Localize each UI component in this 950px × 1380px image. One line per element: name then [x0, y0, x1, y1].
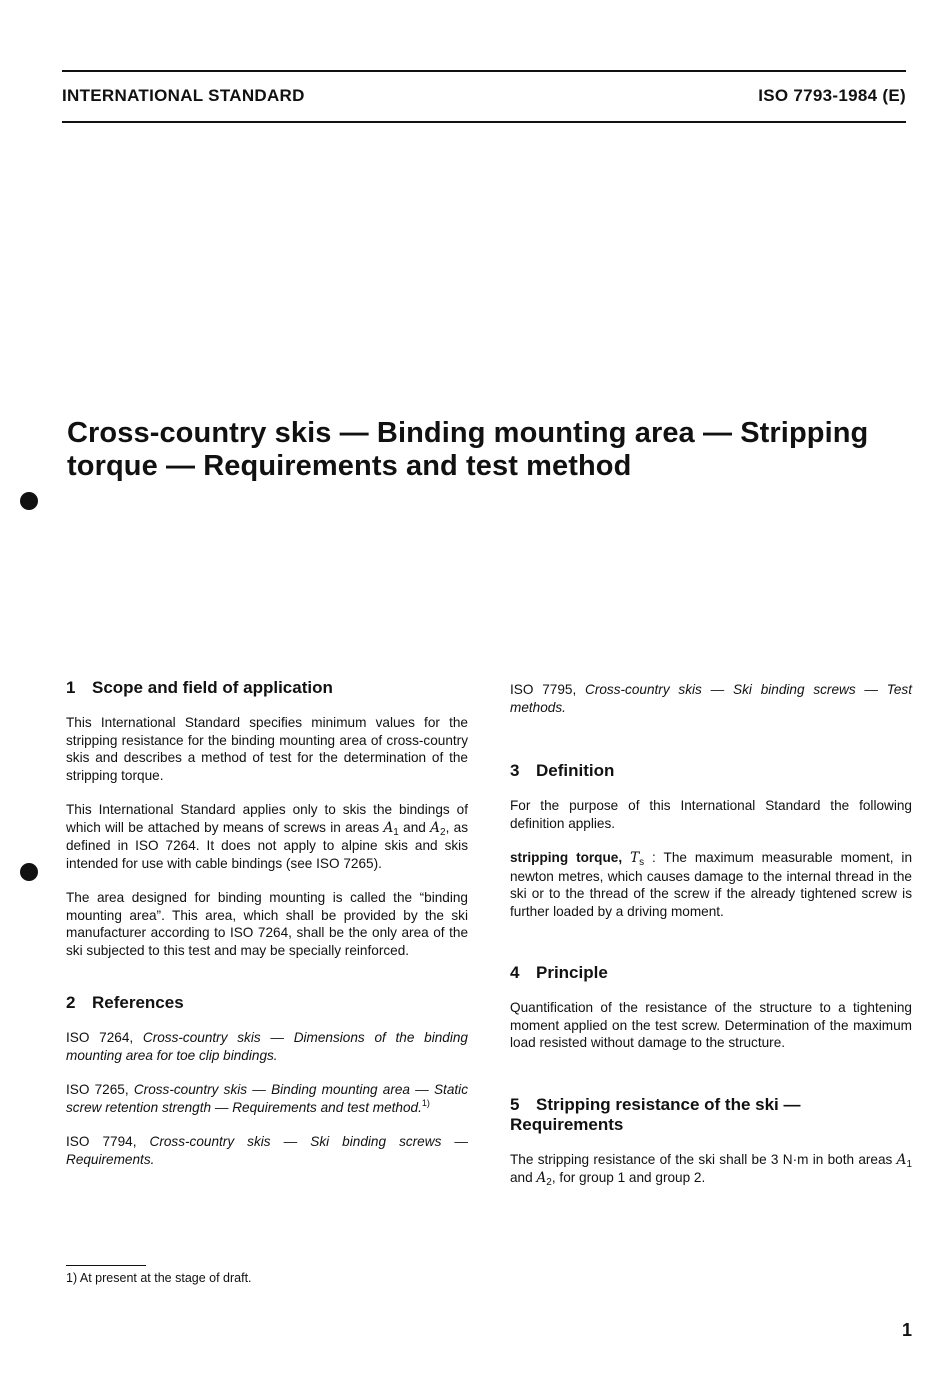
section-3-heading: 3 Definition	[510, 761, 615, 780]
document-title	[67, 417, 917, 483]
reference-iso-7265: ISO 7265, Cross-country skis — Binding mounting area — Static screw retention strength — Requirements and test method.$^{1)}$	[66, 1082, 468, 1115]
binder-hole-mark-top	[20, 492, 38, 510]
stripping-requirement-paragraph: The stripping resistance of the ski shall be 3 N·m in both areas $A_1$ and $A_2$, for group 1 and group 2.	[510, 1151, 912, 1188]
section-2-heading: 2 References	[66, 993, 184, 1012]
title-line-2: torque — Requirements and test method	[67, 450, 632, 482]
reference-iso-7794: ISO 7794, Cross-country skis — Ski binding screws — Requirements.	[66, 1134, 468, 1167]
definition-stripping-torque: stripping torque, $T_s$ : The maximum measurable moment, in newton metres, which causes damage to the internal thread in the ski or to the thread of the screw if the already tightened screw is further loaded by a driving moment.	[510, 850, 913, 919]
definition-intro: For the purpose of this International Standard the following definition applies.	[510, 798, 912, 831]
section-4-heading: 4 Principle	[510, 963, 608, 982]
section-1-heading: 1 Scope and field of application	[66, 678, 333, 697]
footnote-rule	[66, 1265, 146, 1266]
reference-iso-7264: ISO 7264, Cross-country skis — Dimensions of the binding mounting area for toe clip bindings.	[66, 1030, 468, 1063]
title-line-1: Cross-country skis — Binding mounting area — Stripping	[67, 417, 869, 449]
footnote-text: 1) At present at the stage of draft.	[66, 1271, 252, 1285]
principle-paragraph: Quantification of the resistance of the structure to a tightening moment applied on the test screw. Determination of the maximum load resisted without damage to the structure.	[510, 1000, 912, 1050]
scope-paragraph-2: This International Standard applies only to skis the bindings of which will be attached by means of screws in areas $A_1$ and $A_2$, as defined in ISO 7264. It does not apply to alpine skis and skis intended for use with cable bindings (see ISO 7265).	[66, 802, 469, 871]
left-column	[66, 678, 468, 1168]
page-number: 1	[901, 1320, 912, 1340]
header-standard-number: ISO 7793-1984 (E)	[758, 86, 906, 105]
footnote-reference: 1)	[421, 1097, 430, 1108]
header-left-label: INTERNATIONAL STANDARD	[62, 86, 305, 105]
header-bottom-rule	[62, 121, 906, 123]
section-5-heading: 5 Stripping resistance of the ski — Requirements	[510, 1094, 801, 1134]
binder-hole-mark-middle	[20, 863, 38, 881]
reference-iso-7795: ISO 7795, Cross-country skis — Ski binding screws — Test methods.	[510, 682, 912, 715]
scope-paragraph-1: This International Standard specifies minimum values for the stripping resistance for the binding mounting area of cross-country skis and describes a method of test for the determination of the stripping torque.	[66, 715, 468, 783]
header-top-rule	[62, 70, 906, 72]
scope-paragraph-3: The area designed for binding mounting is called the “binding mounting area”. This area, which shall be provided by the ski manufacturer according to ISO 7264, shall be the only area of the ski subjected to this test and may be specially reinforced.	[66, 890, 468, 958]
right-column	[510, 681, 912, 1188]
